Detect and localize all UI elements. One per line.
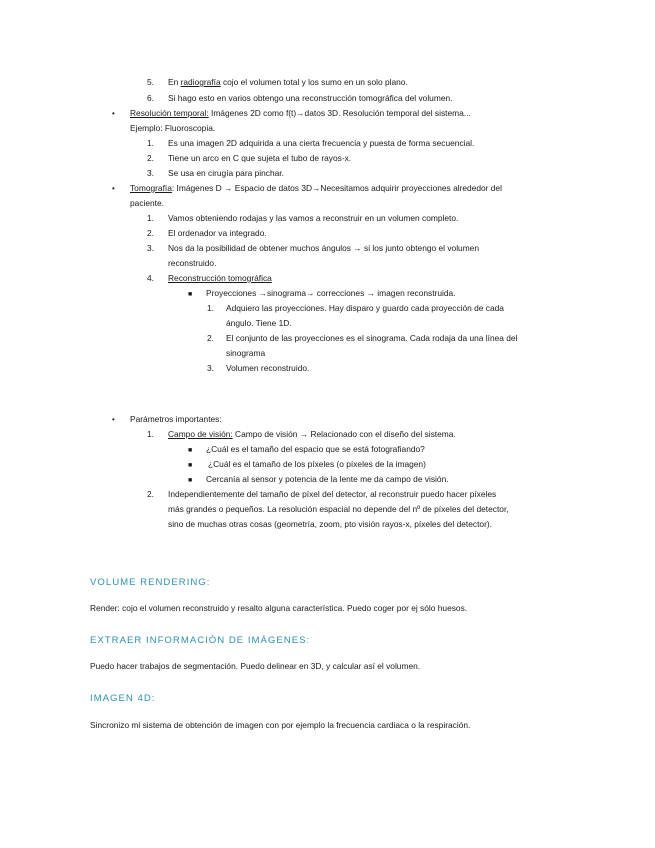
underlined-term: Campo de visión:	[168, 429, 233, 439]
list-item-text: Independientemente del tamaño de píxel del detector, al reconstruir puedo hacer píxeles	[168, 489, 497, 499]
bullet-text: Proyecciones →sinograma→ correcciones → imagen reconstruida.	[206, 288, 456, 298]
bullet-text: ¿Cuál es el tamaño de los píxeles (o píxeles de la imagen)	[208, 459, 426, 469]
section-heading: IMAGEN 4D:	[90, 693, 156, 704]
section-text: Sincronizo mi sistema de obtención de imagen con por ejemplo la frecuencia cardiaca o la respiración.	[90, 720, 471, 730]
section-heading: EXTRAER INFORMACIÓN DE IMÁGENES:	[90, 635, 311, 646]
list-number: 6.	[147, 93, 154, 103]
section-text: Render: cojo el volumen reconstruido y resalto alguna característica. Puedo coger por ej sólo huesos.	[90, 603, 468, 613]
text-run: En	[168, 77, 181, 87]
list-item-text	[168, 429, 456, 440]
list-number: 3.	[147, 243, 154, 253]
text-run: : Imágenes D → Espacio de datos 3D→Necesitamos adquirir proyecciones alrededor del	[171, 183, 502, 193]
square-bullet-icon: ■	[188, 477, 193, 484]
list-number: 2.	[207, 333, 214, 343]
list-number: 1.	[207, 303, 214, 313]
list-item-text: Volumen reconstruido.	[226, 363, 310, 373]
list-item-text: más grandes o pequeños. La resolución espacial no depende del nº de píxeles del detector,	[168, 504, 509, 514]
list-item-text: El ordenador va integrado.	[168, 228, 267, 238]
section-heading: VOLUME RENDERING:	[90, 577, 211, 588]
list-item-text: Adquiero las proyecciones. Hay disparo y guardo cada proyección de cada	[226, 303, 504, 313]
list-number: 1.	[147, 138, 154, 148]
text-run: cojo el volumen total y los sumo en un solo plano.	[220, 77, 408, 87]
list-item-text: Tiene un arco en C que sujeta el tubo de rayos-x.	[168, 153, 352, 163]
list-item-text: Se usa en cirugía para pinchar.	[168, 168, 284, 178]
list-item-text: Si hago esto en varios obtengo una reconstrucción tomográfica del volumen.	[168, 93, 453, 103]
list-number: 1.	[147, 429, 154, 439]
square-bullet-icon: ■	[188, 462, 193, 469]
bullet-text: Parámetros importantes:	[130, 414, 222, 424]
underlined-term: Tomografía	[130, 183, 172, 193]
list-item-text: Vamos obteniendo rodajas y las vamos a reconstruir en un volumen completo.	[168, 213, 459, 223]
list-number: 1.	[147, 213, 154, 223]
bullet-text: Ejemplo: Fluoroscopia.	[130, 123, 216, 133]
list-number: 3.	[147, 168, 154, 178]
list-number: 2.	[147, 489, 154, 499]
text-run: Imágenes 2D como f(t)→datos 3D. Resolución temporal del sistema...	[208, 108, 471, 118]
text-run: Campo de visión → Relacionado con el diseño del sistema.	[232, 429, 456, 439]
list-number: 2.	[147, 228, 154, 238]
bullet-icon: •	[112, 415, 115, 424]
bullet-icon: •	[112, 184, 115, 193]
bullet-text: Cercanía al sensor y potencia de la lente me da campo de visión.	[206, 474, 449, 484]
underlined-term: Reconstrucción tomográfica	[168, 273, 272, 283]
list-item-text: sinograma	[226, 348, 266, 358]
list-item-text: sino de muchas otras cosas (geometría, zoom, pto visión rayos-x, píxeles del detector).	[168, 519, 492, 529]
square-bullet-icon: ■	[188, 447, 193, 454]
list-number: 4.	[147, 273, 154, 283]
bullet-icon: •	[112, 109, 115, 118]
list-number: 3.	[207, 363, 214, 373]
list-item-text: El conjunto de las proyecciones es el sinograma. Cada rodaja da una línea del	[226, 333, 518, 343]
bullet-text: paciente.	[130, 198, 164, 208]
bullet-text	[130, 108, 471, 119]
list-item-text	[168, 77, 408, 88]
list-item-text: ángulo. Tiene 1D.	[226, 318, 292, 328]
bullet-text: ¿Cuál es el tamaño del espacio que se está fotografiando?	[206, 444, 425, 454]
list-number: 5.	[147, 77, 154, 87]
list-number: 2.	[147, 153, 154, 163]
underlined-term: Resolución temporal:	[130, 108, 209, 118]
underlined-term: radiografía	[180, 77, 221, 87]
square-bullet-icon: ■	[188, 291, 193, 298]
list-item-text: Nos da la posibilidad de obtener muchos ángulos → si los junto obtengo el volumen	[168, 243, 479, 253]
list-item-text: Es una imagen 2D adquirida a una cierta frecuencia y puesta de forma secuencial.	[168, 138, 475, 148]
section-text: Puedo hacer trabajos de segmentación. Puedo delinear en 3D, y calcular así el volumen.	[90, 661, 421, 671]
bullet-text	[130, 183, 502, 194]
list-item-text: reconstruido.	[168, 258, 217, 268]
